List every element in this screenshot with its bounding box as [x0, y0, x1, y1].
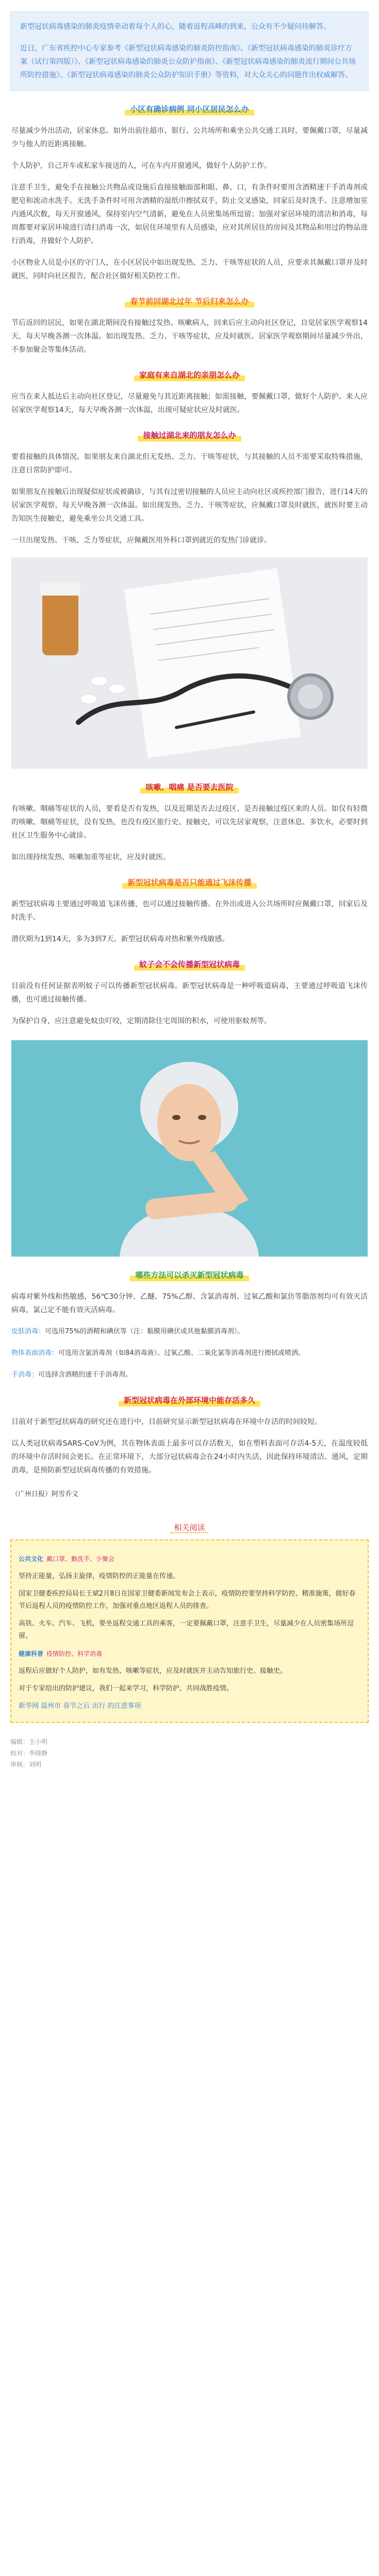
section-5	[0, 802, 379, 864]
section-2	[0, 316, 379, 357]
section-8-paragraph-1: 病毒对紫外线和热敏感，56℃30分钟、乙醚、75%乙醇、含氯消毒剂、过氧乙酸和氯仿等脂溶剂均可有效灭活病毒，氯己定不能有效灭活病毒。	[11, 1293, 368, 1314]
related-reading-box	[10, 1539, 369, 1723]
intro-paragraph-1: 新型冠状病毒感染的肺炎疫情牵动着每个人的心，随着返程高峰的到来，公众有不少疑问待解答。	[20, 23, 331, 31]
section-title-5: 咳嗽、咽痛 是否要去医院	[0, 781, 379, 794]
surface-disinfection-note: 物体表面消毒：可选用含氯消毒剂（如84消毒液）、过氧乙酸、二氧化氯等消毒剂进行擦拭或喷洒。	[11, 1349, 305, 1357]
related-tag-1: 公共文化 戴口罩、勤洗手、少聚会	[19, 1555, 115, 1563]
section-6-paragraph-1: 新型冠状病毒主要通过呼吸道飞沫传播，也可以通过接触传播。在外出或进入公共场所时应佩戴口罩，回家后及时洗手。	[11, 900, 368, 922]
related-paragraph-1: 坚持正能量，弘扬主旋律，疫情防控的正能量在传递。	[19, 1572, 180, 1580]
intro-box	[10, 11, 369, 91]
thinking-woman-photo	[11, 1040, 368, 1257]
section-title-1: 小区有确诊病例 同小区居民怎么办	[0, 103, 379, 116]
section-title-9: 新型冠状病毒在外部环境中能存活多久	[0, 1394, 379, 1407]
section-1-paragraph-2: 个人防护，自己开车或私家车接送的人，可在车内开窗通风，做好个人防护工作。	[11, 162, 271, 170]
proofreader-line: 校对：李晓静	[10, 1750, 48, 1757]
intro-paragraph-2: 近日，广东省疾控中心专家参考《新型冠状病毒感染的肺炎防控指南》、《新型冠状病毒感染的肺炎诊疗方案（试行第四版）》、《新型冠状病毒感染的肺炎公众防护指南》、《新型冠状病毒感染的肺炎流行期间公共场所防控措施》、《新型冠状病毒感染的肺炎公众防护知识手册》等资料，对大众关心的问题作出权威解答。	[20, 44, 356, 79]
skin-disinfection-note: 皮肤消毒：可选用75%的酒精和碘伏等（注：黏膜用碘伏或其他黏膜消毒剂）。	[11, 1328, 244, 1335]
stethoscope-photo	[11, 557, 368, 769]
section-9-paragraph-1: 目前对于新型冠状病毒的研究还在进行中，目前研究显示新型冠状病毒在环境中存活的时间较短。	[11, 1418, 322, 1426]
section-title-6: 新型冠状病毒是否只能通过飞沫传播	[0, 876, 379, 889]
section-3-paragraph-1: 应当在来人抵达后主动向社区登记，尽量避免与其近距离接触；如需接触，要佩戴口罩，做好个人防护。来人应居家医学观察14天，每天早晚各测一次体温，出现可疑症状应及时就医。	[11, 393, 368, 414]
section-1-paragraph-3: 注意手卫生，避免手在接触公共物品或设施后直接接触面部和眼、鼻、口，有条件时要用含酒精速干手消毒剂或肥皂和流动水洗手。无洗手条件时可用含酒精的湿纸巾擦拭双手，防止交叉感染，回家后及时洗手。注意增加室内通风次数，每天开窗通风，保持室内空气清新，避免在人员密集场所逗留；加强对家居环境的清洁和消毒，每周都要对家居环境进行清扫消毒一次，如居住环境里有人员感染，应对其所居住的房间及其物品和用过的物品进行消毒，并做好个人防护。	[11, 183, 368, 245]
section-9-paragraph-2: 以人类冠状病毒SARS-CoV为例，其在物体表面上最多可以存活数天，如在塑料表面可存活4-5天，在温度较低的环境中存活时间会更长。在正常环境下，大部分冠状病毒会在24小时内失活，因此保持环境清洁、通风，定期消毒，是预防新型冠状病毒传播的有效措施。	[11, 1439, 368, 1475]
related-link[interactable]: 新华网 温州市 春节之后 出行 的注意事项	[19, 1702, 141, 1710]
section-1	[0, 124, 379, 283]
section-4	[0, 450, 379, 547]
section-9	[0, 1415, 379, 1501]
section-6	[0, 897, 379, 946]
section-4-paragraph-1: 要看接触的具体情况。如果朋友来自湖北但无发热、乏力、干咳等症状，与其接触的人员不需要采取特殊措施，注意日常防护即可。	[11, 453, 368, 474]
section-title-3: 家庭有来自湖北的亲朋怎么办	[0, 369, 379, 382]
section-6-paragraph-2: 潜伏期为1到14天，多为3到7天。新型冠状病毒对热和紫外线敏感。	[11, 935, 229, 943]
editor-credits	[10, 1736, 369, 1770]
section-4-paragraph-3: 一旦出现发热、干咳、乏力等症状，应佩戴医用外科口罩到就近的发热门诊就诊。	[11, 536, 271, 545]
section-8	[0, 1290, 379, 1382]
hand-disinfection-note: 手消毒：可选择含酒精的速干手消毒剂。	[11, 1371, 133, 1379]
related-paragraph-5: 对于专家给出的防护建议，我们一起来学习，科学防护，共同战胜疫情。	[19, 1685, 234, 1692]
section-title-8: 哪些方法可以杀灭新型冠状病毒	[0, 1269, 379, 1282]
section-7	[0, 979, 379, 1028]
related-reading-heading: 相关阅读	[0, 1521, 379, 1534]
thinking-woman-illustration	[11, 1040, 368, 1257]
section-title-2: 春节前回湖北过年 节后归来怎么办	[0, 295, 379, 308]
section-1-paragraph-4: 小区物业人员是小区的守门人，在小区居民中如出现发热、乏力、干咳等症状的人员，应要求其佩戴口罩并及时就医，同时向社区报告，配合社区做好相关防控工作。	[11, 259, 368, 280]
section-4-paragraph-2: 如果朋友在接触后出现疑似症状或被确诊，与其有过密切接触的人员应主动向社区或疾控部门报告，进行14天的居家医学观察，每天早晚各测一次体温。如出现发热、乏力、干咳等症状，应佩戴口罩及时就医，就医时要主动告知医生接触史，避免乘坐公共交通工具。	[11, 488, 368, 523]
section-7-paragraph-2: 为保护自身，应注意避免蚊虫叮咬，定期清除住宅周围的积水，可使用驱蚊剂等。	[11, 1017, 271, 1025]
section-7-paragraph-1: 目前没有任何证据表明蚊子可以传播新型冠状病毒。新型冠状病毒是一种呼吸道病毒，主要通过呼吸道飞沫传播，也可通过接触传播。	[11, 982, 368, 1004]
section-3	[0, 390, 379, 417]
section-title-7: 蚊子会不会传播新型冠状病毒	[0, 958, 379, 971]
related-tag-2: 健康科普 疫情防控、科学消毒	[19, 1650, 103, 1657]
section-2-paragraph-1: 节后返回的居民，如果在湖北期间没有接触过发热、咳嗽病人，回来后应主动向社区登记，自觉居家医学观察14天，每天早晚各测一次体温。如出现发热、乏力、干咳等症状，应及时就医。居家医学观察期间尽量减少外出，不参加聚会等集体活动。	[11, 319, 368, 354]
related-paragraph-3: 高铁、火车、汽车、飞机，要坐返程交通工具的乘客，一定要佩戴口罩，注意手卫生，尽量减少在人员密集场所逗留。	[19, 1620, 354, 1640]
source-credit: （广州日报）阿雪乔文	[11, 1490, 79, 1498]
section-5-paragraph-1: 有咳嗽、咽痛等症状的人员，要看是否有发热，以及近期是否去过疫区、是否接触过疫区来的人员。如仅有轻微的咳嗽、咽痛等症状，没有发热，也没有疫区旅行史、接触史，可以先居家观察，注意休息、多饮水，必要时到社区卫生服务中心就诊。	[11, 805, 368, 840]
related-paragraph-4: 返程后应做好个人防护，如有发热、咳嗽等症状，应及时就医并主动告知旅行史、接触史。	[19, 1667, 287, 1675]
section-5-paragraph-2: 如出现持续发热、咳嗽加重等症状，应及时就医。	[11, 853, 170, 861]
related-paragraph-2: 国家卫健委疾控局局长王斌2月8日在国家卫健委新闻发布会上表示，疫情防控要坚持科学防控、精准施策，做好春节后返程人员的疫情防控工作，加强对重点地区返程人员的排查。	[19, 1590, 356, 1610]
section-title-4: 接触过湖北来的朋友怎么办	[0, 429, 379, 442]
section-1-paragraph-1: 尽量减少外出活动，居家休息。如外出前往超市、银行、公共场所和乘坐公共交通工具时，要佩戴口罩，尽量减少与他人的近距离接触。	[11, 127, 368, 148]
reviewer-line: 审核：刘明	[10, 1761, 42, 1768]
editor-line: 编辑：王小明	[10, 1738, 48, 1745]
stethoscope-illustration	[11, 557, 368, 769]
